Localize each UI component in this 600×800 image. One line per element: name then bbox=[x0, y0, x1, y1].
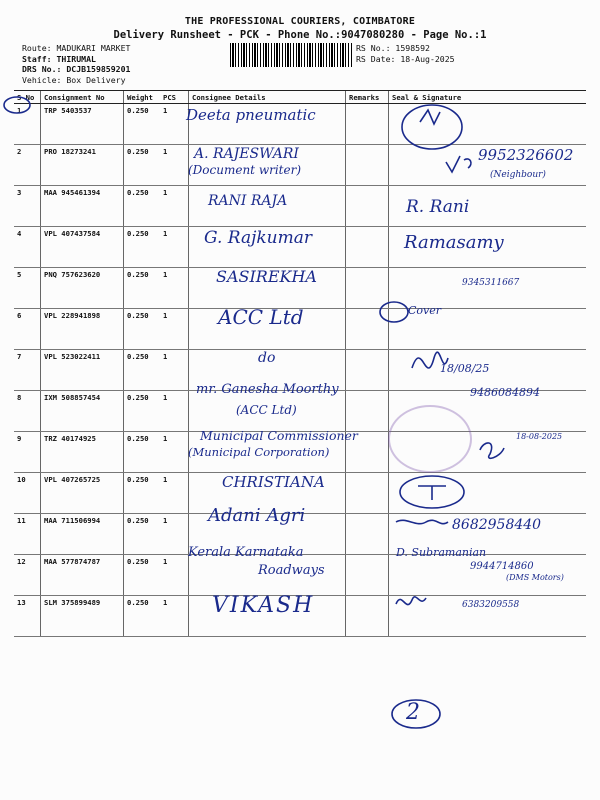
row-sno: 4 bbox=[14, 227, 41, 268]
row-remarks bbox=[346, 145, 389, 186]
row-consignment-no: TRZ 40174925 bbox=[41, 432, 124, 473]
row-pcs: 1 bbox=[160, 309, 189, 350]
hw-sig-phone-8: 9486084894 bbox=[470, 386, 540, 399]
row-sno: 6 bbox=[14, 309, 41, 350]
row-sno: 10 bbox=[14, 473, 41, 514]
hw-consignee-1: Deeta pneumatic bbox=[186, 106, 316, 124]
hw-consignee-7: do bbox=[258, 350, 276, 366]
hw-consignee-9b: (Municipal Corporation) bbox=[188, 445, 330, 459]
row-remarks bbox=[346, 473, 389, 514]
row-remarks bbox=[346, 104, 389, 145]
row-pcs: 1 bbox=[160, 186, 189, 227]
row-weight: 0.250 bbox=[124, 268, 161, 309]
route-meta bbox=[22, 43, 130, 85]
row-pcs: 1 bbox=[160, 473, 189, 514]
company-title: THE PROFESSIONAL COURIERS, COIMBATORE bbox=[184, 16, 416, 27]
vehicle-line: Vehicle: Box Delivery bbox=[22, 74, 126, 85]
col-pcs: PCS bbox=[160, 91, 189, 104]
hw-consignee-2a: A. RAJESWARI bbox=[194, 146, 299, 162]
hw-page-mark: 2 bbox=[406, 700, 420, 725]
row-pcs: 1 bbox=[160, 268, 189, 309]
row-sno: 12 bbox=[14, 555, 41, 596]
hw-sig-neighbour-2: (Neighbour) bbox=[490, 170, 546, 180]
row-remarks bbox=[346, 555, 389, 596]
runsheet-subtitle: Delivery Runsheet - PCK - Phone No.:9047080280 - Page No.:1 bbox=[113, 29, 487, 41]
row-sno: 5 bbox=[14, 268, 41, 309]
hw-sig-phone-5: 9345311667 bbox=[462, 278, 520, 288]
hw-sig-name-3: R. Rani bbox=[406, 197, 470, 217]
row-pcs: 1 bbox=[160, 145, 189, 186]
hw-consignee-2b: (Document writer) bbox=[188, 163, 302, 177]
row-weight: 0.250 bbox=[124, 186, 161, 227]
row-sno: 2 bbox=[14, 145, 41, 186]
row-consignment-no: PRO 18273241 bbox=[41, 145, 124, 186]
hw-consignee-13: VIKASH bbox=[212, 593, 315, 618]
row-consignment-no: VPL 228941898 bbox=[41, 309, 124, 350]
drs-line: DRS No.: DCJB159859201 bbox=[22, 64, 131, 75]
hw-consignee-5: SASIREKHA bbox=[216, 267, 317, 286]
row-pcs: 1 bbox=[160, 227, 189, 268]
row-sno: 13 bbox=[14, 596, 41, 637]
row-remarks bbox=[346, 227, 389, 268]
office-stamp bbox=[388, 405, 472, 473]
row-sno: 3 bbox=[14, 186, 41, 227]
row-remarks bbox=[346, 391, 389, 432]
row-pcs: 1 bbox=[160, 596, 189, 637]
row-sno: 11 bbox=[14, 514, 41, 555]
row-sno: 1 bbox=[14, 104, 41, 145]
hw-consignee-11: Adani Agri bbox=[208, 505, 306, 526]
rs-date: RS Date: 18-Aug-2025 bbox=[356, 54, 455, 64]
row-consignment-no: MAA 711506994 bbox=[41, 514, 124, 555]
row-signature bbox=[389, 473, 587, 514]
row-remarks bbox=[346, 350, 389, 391]
row-consignment-no: MAA 945461394 bbox=[41, 186, 124, 227]
rs-meta bbox=[356, 43, 455, 65]
hw-consignee-4: G. Rajkumar bbox=[204, 228, 313, 248]
row-sno: 9 bbox=[14, 432, 41, 473]
row-consignment-no: IXM 508857454 bbox=[41, 391, 124, 432]
table-row bbox=[14, 186, 586, 227]
hw-sig-phone-13: 6383209558 bbox=[462, 600, 520, 610]
col-remarks: Remarks bbox=[346, 91, 389, 104]
hw-sig-phone-2: 9952326602 bbox=[478, 146, 574, 164]
row-remarks bbox=[346, 268, 389, 309]
col-sno: S No bbox=[14, 91, 41, 104]
row-consignment-no: VPL 523022411 bbox=[41, 350, 124, 391]
hw-consignee-12b: Roadways bbox=[258, 563, 325, 578]
row-weight: 0.250 bbox=[124, 555, 161, 596]
row-weight: 0.250 bbox=[124, 309, 161, 350]
barcode bbox=[230, 43, 352, 67]
col-consignee: Consignee Details bbox=[189, 91, 346, 104]
row-weight: 0.250 bbox=[124, 391, 161, 432]
col-weight: Weight bbox=[124, 91, 161, 104]
hw-sig-name-12: D. Subramanian bbox=[396, 546, 487, 559]
row-weight: 0.250 bbox=[124, 596, 161, 637]
hw-consignee-8a: mr. Ganesha Moorthy bbox=[196, 382, 339, 397]
row-weight: 0.250 bbox=[124, 145, 161, 186]
row-remarks bbox=[346, 309, 389, 350]
row-weight: 0.250 bbox=[124, 350, 161, 391]
row-pcs: 1 bbox=[160, 432, 189, 473]
staff-line: Staff: THIRUMAL bbox=[22, 53, 96, 64]
row-remarks bbox=[346, 514, 389, 555]
row-pcs: 1 bbox=[160, 514, 189, 555]
hw-consignee-6: ACC Ltd bbox=[218, 305, 304, 329]
row-consignment-no: MAA 577874787 bbox=[41, 555, 124, 596]
row-consignment-no: TRP 5403537 bbox=[41, 104, 124, 145]
hw-consignee-10: CHRISTIANA bbox=[222, 473, 325, 491]
row-consignment-no: SLM 375899489 bbox=[41, 596, 124, 637]
row-signature bbox=[389, 268, 587, 309]
row-sno: 7 bbox=[14, 350, 41, 391]
row-weight: 0.250 bbox=[124, 473, 161, 514]
row-pcs: 1 bbox=[160, 350, 189, 391]
row-weight: 0.250 bbox=[124, 104, 161, 145]
table-header-row bbox=[14, 91, 586, 104]
hw-sig-note-12: (DMS Motors) bbox=[506, 573, 564, 582]
hw-consignee-3: RANI RAJA bbox=[208, 193, 288, 209]
row-consignment-no: VPL 407437584 bbox=[41, 227, 124, 268]
hw-sig-phone-12: 9944714860 bbox=[470, 561, 534, 572]
row-signature bbox=[389, 104, 587, 145]
row-sno: 8 bbox=[14, 391, 41, 432]
hw-sig-cover-6: Cover bbox=[408, 304, 442, 317]
col-signature: Seal & Signature bbox=[389, 91, 587, 104]
row-remarks bbox=[346, 186, 389, 227]
row-pcs: 1 bbox=[160, 104, 189, 145]
hw-consignee-9a: Municipal Commissioner bbox=[200, 428, 358, 443]
row-weight: 0.250 bbox=[124, 227, 161, 268]
hw-consignee-8b: (ACC Ltd) bbox=[236, 403, 297, 417]
row-weight: 0.250 bbox=[124, 432, 161, 473]
col-consignment: Consignment No bbox=[41, 91, 124, 104]
row-weight: 0.250 bbox=[124, 514, 161, 555]
row-pcs: 1 bbox=[160, 391, 189, 432]
hw-sig-name-4: Ramasamy bbox=[404, 232, 504, 253]
row-consignment-no: PNQ 757623620 bbox=[41, 268, 124, 309]
route-line: Route: MADUKARI MARKET bbox=[22, 43, 131, 53]
row-pcs: 1 bbox=[160, 555, 189, 596]
hw-sig-date-9: 18-08-2025 bbox=[516, 432, 563, 441]
rs-no: RS No.: 1598592 bbox=[356, 43, 430, 53]
hw-consignee-12a: Kerala Karnataka bbox=[188, 545, 304, 560]
hw-sig-date-8: 18/08/25 bbox=[440, 362, 490, 375]
row-remarks bbox=[346, 596, 389, 637]
row-consignment-no: VPL 407265725 bbox=[41, 473, 124, 514]
hw-sig-phone-11: 8682958440 bbox=[452, 517, 542, 533]
